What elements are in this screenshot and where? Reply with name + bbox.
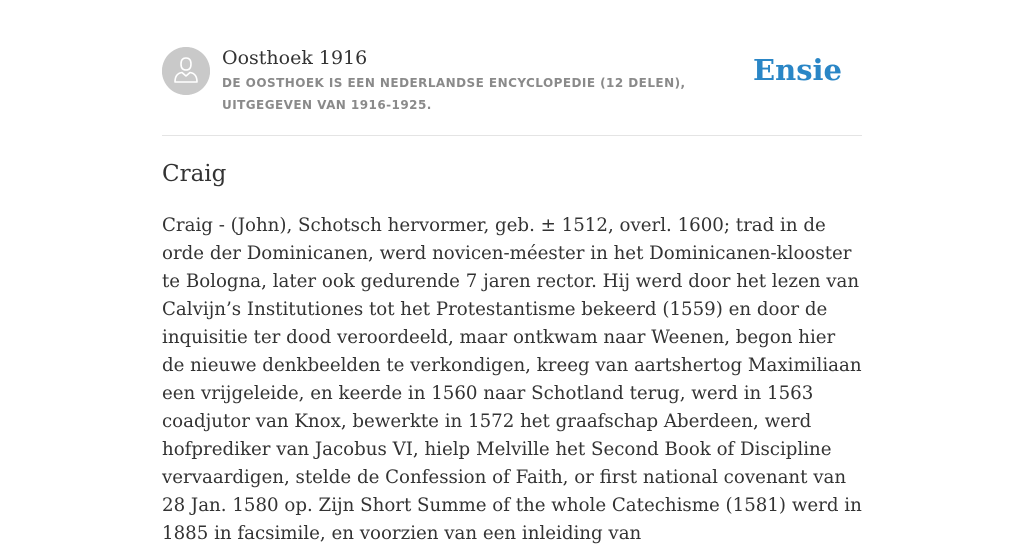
- entry-body: Craig - (John), Schotsch hervormer, geb. ± 1512, overl. 1600; trad in de orde der Dominicanen, werd novicen-méester in het Dominicanen-klooster te Bologna, later ook gedurende 7 jaren rector. Hij werd door het lezen van Calvijn’s Institutiones tot het Protestantisme bekeerd (1559) en door de inquisitie ter dood veroordeeld, maar ontkwam naar Weenen, begon hier de nieuwe denkbeelden te verkondigen, kreeg van aartshertog Maximiliaan een vrijgeleide, en keerde in 1560 naar Schotland terug, werd in 1563 coadjutor van Knox, bewerkte in 1572 het graafschap Aberdeen, werd hofprediker van Jacobus VI, hielp Melville het Second Book of Discipline vervaardigen, stelde de Confession of Faith, or first national covenant van 28 Jan. 1580 op. Zijn Short Summe of the whole Catechisme (1581) werd in 1885 in facsimile, en voorzien van een inleiding van: [162, 215, 862, 544]
- ensie-logo[interactable]: Ensie: [753, 53, 842, 87]
- source-description: DE OOSTHOEK IS EEN NEDERLANDSE ENCYCLOPEDIE (12 DELEN), UITGEGEVEN VAN 1916-1925.: [222, 76, 686, 112]
- entry-title: Craig: [162, 161, 227, 187]
- source-header: [162, 46, 862, 116]
- page: [162, 0, 862, 544]
- divider: [162, 135, 862, 136]
- avatar[interactable]: [162, 47, 210, 95]
- source-title[interactable]: Oosthoek 1916: [222, 47, 368, 69]
- user-icon: [162, 47, 210, 95]
